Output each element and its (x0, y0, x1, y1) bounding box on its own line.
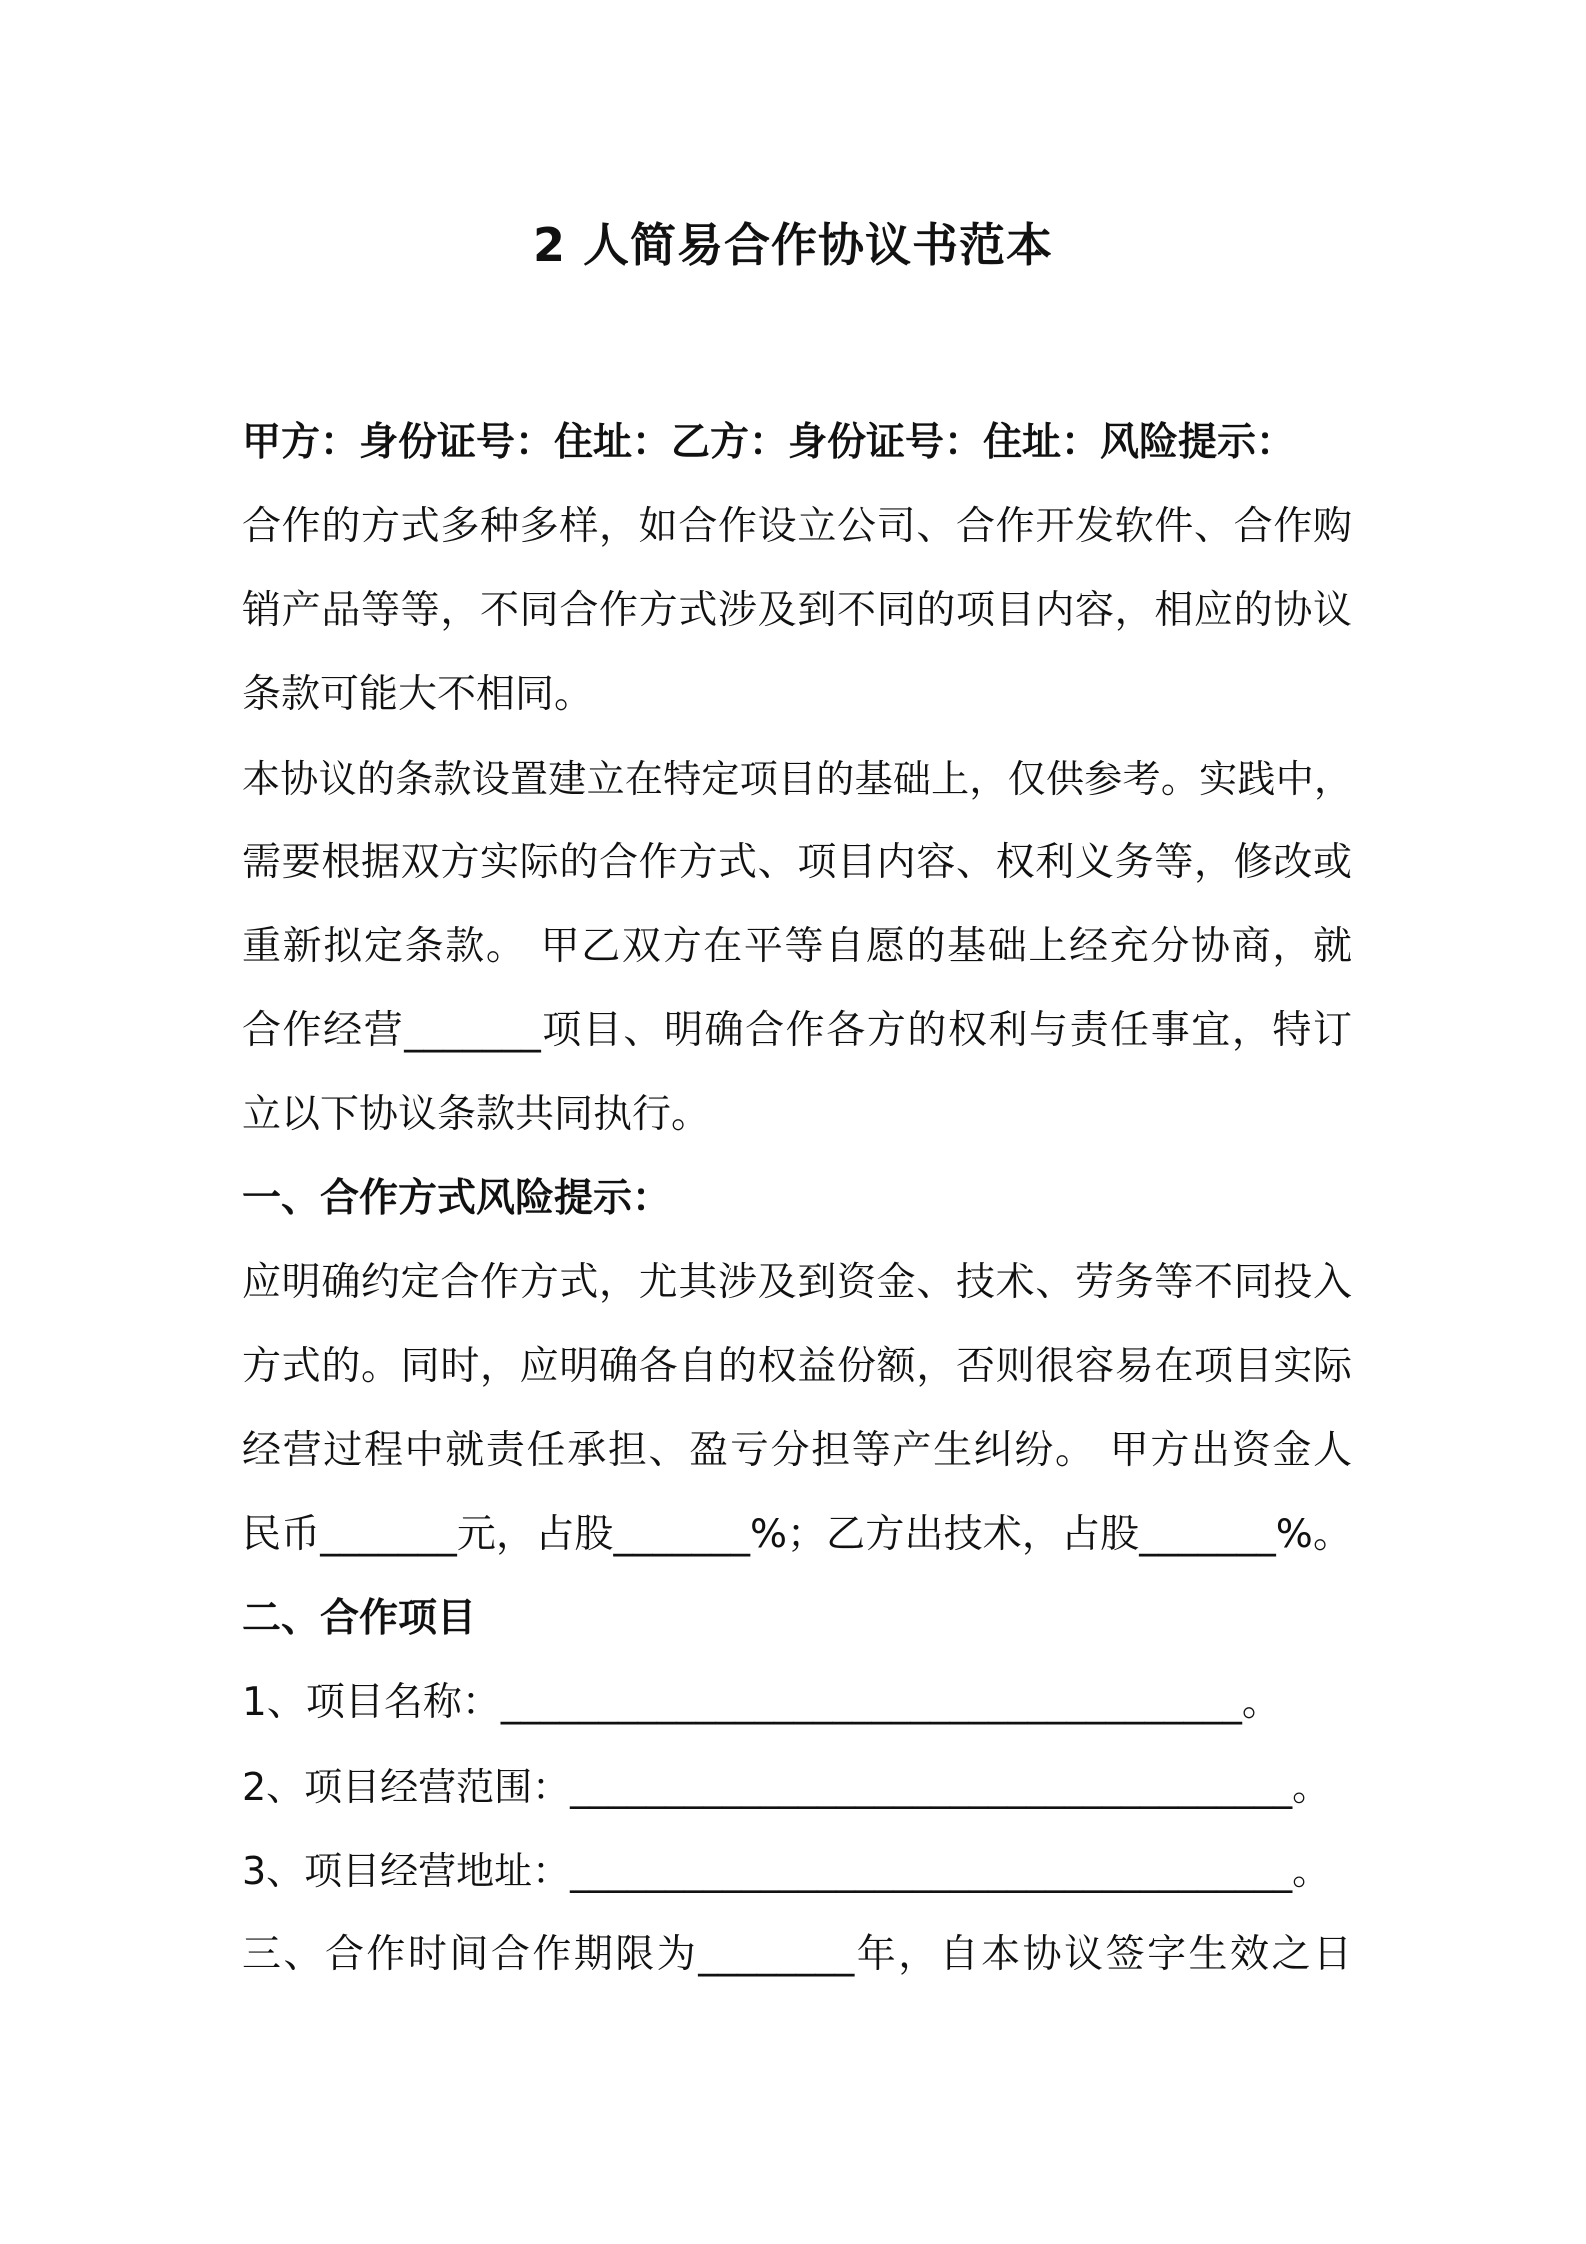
list-item: 2、项目经营范围：______________________________________。 (242, 1765, 1331, 1809)
paragraph-line: 应明确约定合作方式，尤其涉及到资金、技术、劳务等不同投入 (242, 1260, 1352, 1305)
paragraph-line: 本协议的条款设置建立在特定项目的基础上，仅供参考。实践中， (242, 757, 1352, 801)
document-body (242, 401, 1352, 1997)
paragraph-line: 合作的方式多种多样，如合作设立公司、合作开发软件、合作购 (242, 504, 1352, 549)
paragraph-line: 条款可能大不相同。 (242, 672, 594, 717)
paragraph-line: 经营过程中就责任承担、盈亏分担等产生纠纷。 甲方出资金人 (242, 1428, 1352, 1473)
section-heading: 三、合作时间合作期限为________年，自本协议签字生效之日 (242, 1932, 1352, 1977)
list-item: 3、项目经营地址：______________________________________。 (242, 1849, 1331, 1893)
paragraph-line: 合作经营_______项目、明确合作各方的权利与责任事宜，特订 (242, 1008, 1352, 1053)
section-heading: 二、合作项目 (242, 1596, 477, 1641)
section-heading: 一、合作方式风险提示： (242, 1176, 672, 1221)
document-title: 2 人简易合作协议书范本 (532, 218, 1054, 272)
paragraph-line: 立以下协议条款共同执行。 (242, 1092, 711, 1137)
paragraph-line: 需要根据双方实际的合作方式、项目内容、权利义务等，修改或 (242, 840, 1352, 885)
paragraph-line: 民币_______元，占股_______%；乙方出技术，占股_______%。 (242, 1512, 1352, 1557)
list-item: 1、项目名称：______________________________________。 (242, 1680, 1281, 1725)
paragraph-line: 重新拟定条款。 甲乙双方在平等自愿的基础上经充分协商，就 (242, 924, 1352, 969)
paragraph-line: 方式的。同时，应明确各自的权益份额，否则很容易在项目实际 (242, 1344, 1352, 1389)
parties-line: 甲方：身份证号：住址：乙方：身份证号：住址：风险提示： (242, 420, 1296, 465)
paragraph-line: 销产品等等，不同合作方式涉及到不同的项目内容，相应的协议 (242, 588, 1352, 633)
